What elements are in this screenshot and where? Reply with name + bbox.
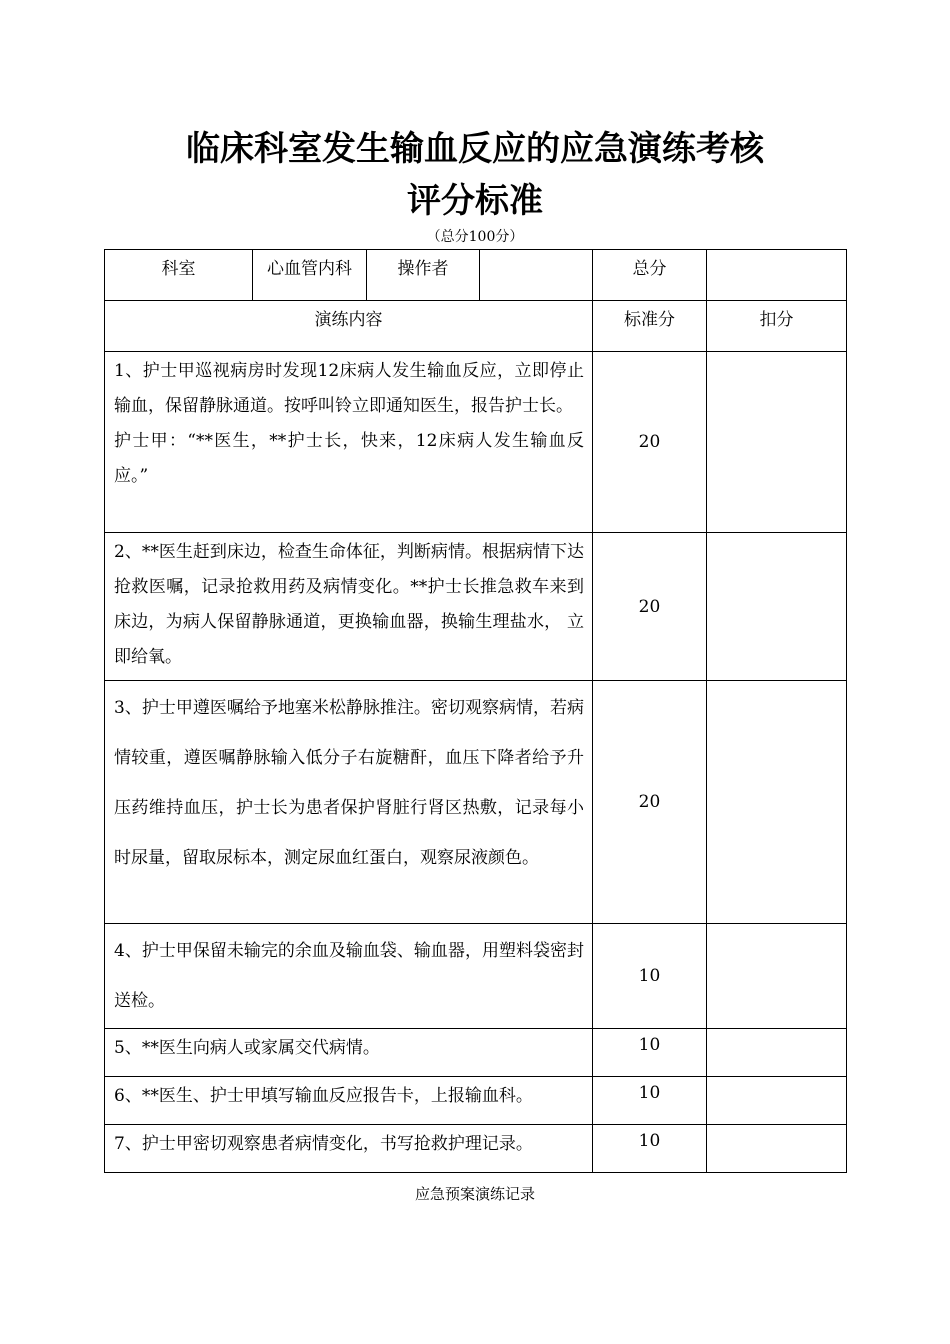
item-dialogue: 护士甲：“**医生，**护士长，快来，12床病人发生输血反应。” [114,431,584,486]
item-deduct [707,1029,847,1077]
table-row [105,1125,847,1173]
table-row [105,1077,847,1125]
total-value [707,250,847,301]
info-row [105,250,847,301]
table-row [105,533,847,681]
item-deduct [707,533,847,681]
table-row [105,681,847,924]
item-score: 10 [593,1077,707,1125]
dept-label: 科室 [105,250,253,301]
item-content: 6、**医生、护士甲填写输血反应报告卡，上报输血科。 [105,1077,593,1125]
operator-value [480,250,593,301]
item-deduct [707,924,847,1029]
total-label: 总分 [593,250,707,301]
subtitle: （总分100分） [426,229,524,245]
item-score: 10 [593,1029,707,1077]
scoring-table [104,249,847,1173]
item-score: 20 [593,352,707,533]
item-content: 5、**医生向病人或家属交代病情。 [105,1029,593,1077]
column-header-row [105,301,847,352]
item-score: 10 [593,924,707,1029]
item-content: 3、护士甲遵医嘱给予地塞米松静脉推注。密切观察病情，若病情较重，遵医嘱静脉输入低分子右旋糖酐，血压下降者给予升压药维持血压，护士长为患者保护肾脏行肾区热敷，记录每小时尿量，留取尿标本，测定尿血红蛋白，观察尿液颜色。 [105,681,593,924]
table-row [105,1029,847,1077]
item-content: 7、护士甲密切观察患者病情变化，书写抢救护理记录。 [105,1125,593,1173]
item-score: 20 [593,681,707,924]
item-text: 1、护士甲巡视病房时发现12床病人发生输血反应，立即停止输血，保留静脉通道。按呼叫铃立即通知医生，报告护士长。 [114,361,584,416]
page-footer: 应急预案演练记录 [414,1185,535,1203]
item-content: 2、**医生赶到床边，检查生命体征，判断病情。根据病情下达抢救医嘱，记录抢救用药及病情变化。**护士长推急救车来到床边，为病人保留静脉通道，更换输血器，换输生理盐水， 立即给氧。 [105,533,593,681]
item-score: 20 [593,533,707,681]
item-deduct [707,352,847,533]
dept-value: 心血管内科 [253,250,367,301]
document-title-line2: 评分标准 [407,181,543,221]
column-header-deduct: 扣分 [707,301,847,352]
column-header-content: 演练内容 [105,301,593,352]
table-row [105,924,847,1029]
item-deduct [707,1077,847,1125]
column-header-standard: 标准分 [593,301,707,352]
operator-label: 操作者 [367,250,480,301]
item-content: 4、护士甲保留未输完的余血及输血袋、输血器，用塑料袋密封送检。 [105,924,593,1029]
item-score: 10 [593,1125,707,1173]
document-title: 临床科室发生输血反应的应急演练考核 [186,129,764,169]
item-deduct [707,1125,847,1173]
item-deduct [707,681,847,924]
table-row [105,352,847,533]
item-content [105,352,593,533]
